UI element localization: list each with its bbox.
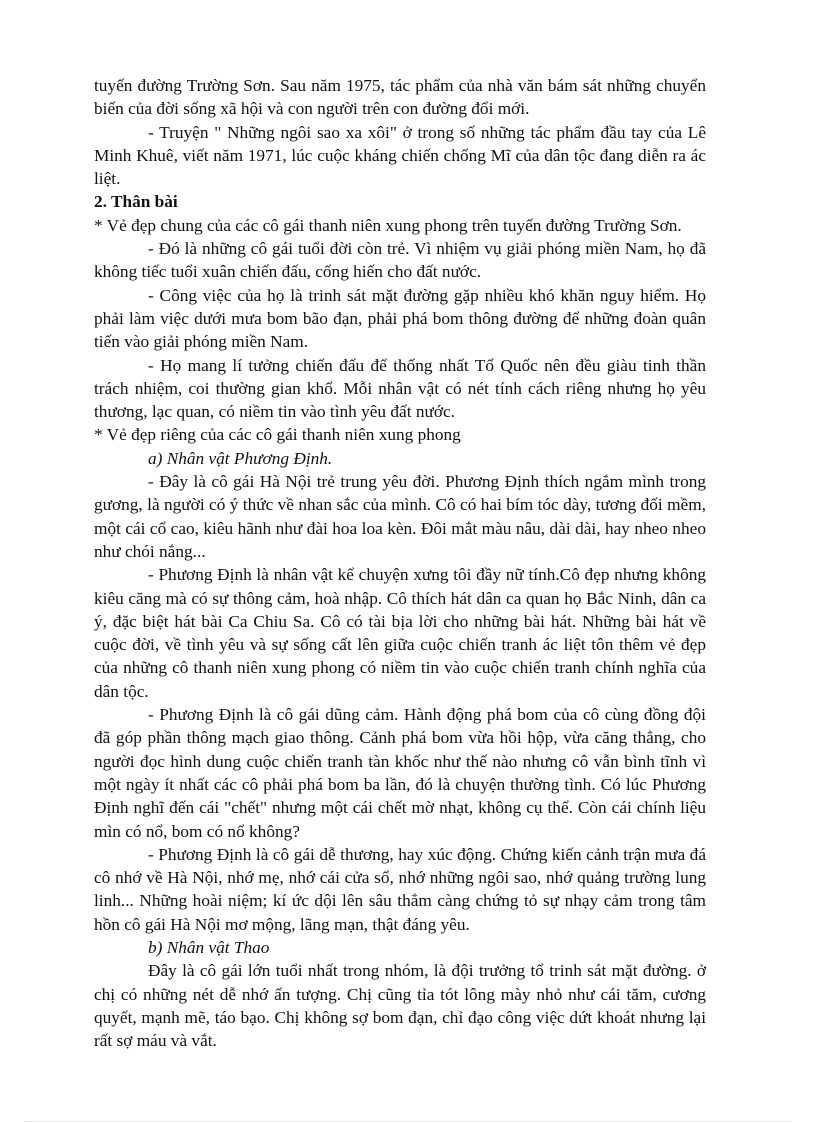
document-page [94, 74, 706, 1052]
paragraph-work-intro: - Truyện " Những ngôi sao xa xôi" ở trong số những tác phẩm đầu tay của Lê Minh Khuê, viết năm 1971, lúc cuộc kháng chiến chống Mĩ của dân tộc đang diễn ra ác liệt. [94, 122, 706, 189]
subheading-individual-beauty: * Vẻ đẹp riêng của các cô gái thanh niên xung phong [94, 425, 461, 445]
paragraph-dangerous-work: - Công việc của họ là trinh sát mặt đường gặp nhiều khó khăn nguy hiểm. Họ phải làm việc dưới mưa bom bão đạn, phải phá bom thông đường để những đoàn quân tiến vào giải phóng miền Nam. [94, 285, 706, 352]
paragraph-intro-continued: tuyến đường Trường Sơn. Sau năm 1975, tác phẩm của nhà văn bám sát những chuyển biến của đời sống xã hội và con người trên con đường đổi mới. [94, 76, 706, 119]
section-heading-than-bai: 2. Thân bài [94, 192, 178, 212]
paragraph-ideals: - Họ mang lí tưởng chiến đấu để thống nhất Tổ Quốc nên đều giàu tinh thần trách nhiệm, coi thường gian khổ. Mỗi nhân vật có nét tính cách riêng nhưng họ yêu thương, lạc quan, có niềm tin vào tình yêu đất nước. [94, 355, 706, 422]
subheading-thao: b) Nhân vật Thao [148, 937, 270, 957]
subheading-phuong-dinh: a) Nhân vật Phương Định. [148, 448, 333, 468]
page-bottom-divider [24, 1121, 792, 1122]
paragraph-phuong-dinh-brave: - Phương Định là cô gái dũng cảm. Hành động phá bom của cô cùng đồng đội đã góp phần thông mạch giao thông. Cảnh phá bom vừa hồi hộp, vừa căng thẳng, cho người đọc hình dung cuộc chiến tranh tàn khốc như thế nào nhưng cô vẫn bình tĩnh vì một ngày ít nhất các cô phải phá bom ba lần, đó là chuyện thường tình. Có lúc Phương Định nghĩ đến cái "chết" nhưng một cái chết mờ nhạt, không cụ thể. Còn cái chính liệu mìn có nổ, bom có nổ không? [94, 705, 706, 841]
paragraph-phuong-dinh-sensitive: - Phương Định là cô gái dễ thương, hay xúc động. Chứng kiến cảnh trận mưa đá cô nhớ về Hà Nội, nhớ mẹ, nhớ cái cửa sổ, nhớ những ngôi sao, nhớ quảng trường lung linh... Những hoài niệm; kí ức dội lên sâu thẳm càng chứng tỏ sự nhạy cảm trong tâm hồn cô gái Hà Nội mơ mộng, lãng mạn, thật đáng yêu. [94, 844, 706, 934]
subheading-common-beauty: * Vẻ đẹp chung của các cô gái thanh niên xung phong trên tuyến đường Trường Sơn. [94, 215, 682, 235]
paragraph-young-girls: - Đó là những cô gái tuổi đời còn trẻ. Vì nhiệm vụ giải phóng miền Nam, họ đã không tiếc tuổi xuân chiến đấu, cống hiến cho đất nước. [94, 239, 706, 282]
paragraph-phuong-dinh-narrator: - Phương Định là nhân vật kể chuyện xưng tôi đầy nữ tính.Cô đẹp nhưng không kiêu căng mà có sự thông cảm, hoà nhập. Cô thích hát dân ca quan họ Bắc Ninh, dân ca ý, đặc biệt hát bài Ca Chiu Sa. Cô có tài bịa lời cho những bài hát. Những bài hát về cuộc đời, về tình yêu và sự sống cất lên giữa cuộc chiến tranh ác liệt tôn thêm vẻ đẹp của những cô thanh niên xung phong có niềm tin vào cuộc chiến tranh chính nghĩa của dân tộc. [94, 565, 706, 701]
paragraph-phuong-dinh-appearance: - Đây là cô gái Hà Nội trẻ trung yêu đời. Phương Định thích ngắm mình trong gương, là người có ý thức về nhan sắc của mình. Cô có hai bím tóc dày, tương đối mềm, một cái cổ cao, kiêu hãnh như đài hoa loa kèn. Đôi mắt màu nâu, dài dài, hay nheo nheo như chói nắng... [94, 472, 706, 561]
paragraph-thao-description: Đây là cô gái lớn tuổi nhất trong nhóm, là đội trưởng tổ trinh sát mặt đường. ở chị có những nét dễ nhớ ấn tượng. Chị cũng tỉa tót lông mày nhỏ như cái tăm, cương quyết, mạnh mẽ, táo bạo. Chị không sợ bom đạn, chỉ đạo công việc dứt khoát nhưng lại rất sợ máu và vắt. [94, 961, 706, 1051]
